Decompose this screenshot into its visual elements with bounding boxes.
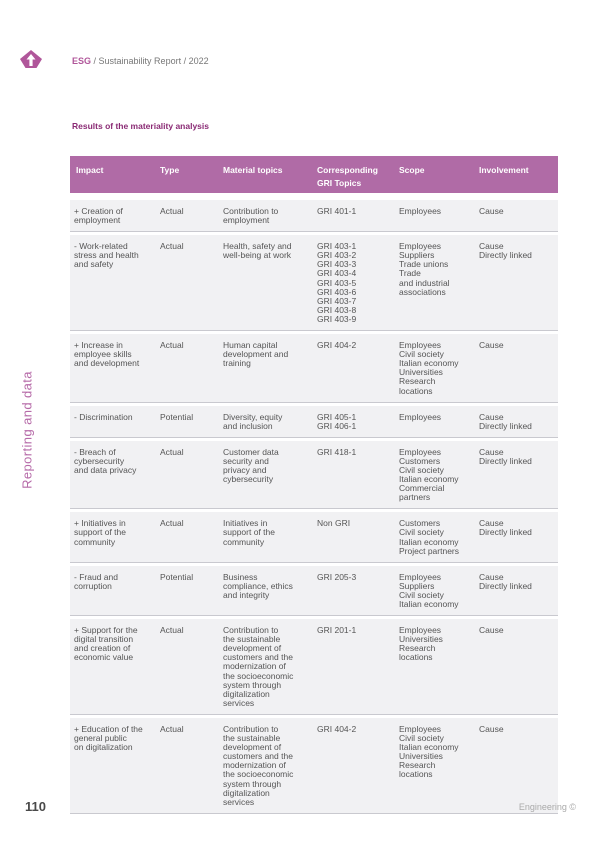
cell-impact [70, 341, 154, 396]
cell-line: GRI 201-1 [317, 625, 357, 636]
cell-involvement [473, 725, 558, 807]
cell-line: GRI 401-1 [317, 206, 357, 216]
cell-line: Civil society [399, 464, 444, 475]
cell-line: + Support for the [74, 625, 138, 636]
cell-line: cybersecurity [223, 474, 274, 485]
cell-line: Contribution to [223, 206, 279, 216]
cell-line: Italian economy [399, 599, 459, 609]
cell-line: customers and the [223, 751, 293, 762]
cell-type [154, 626, 217, 708]
cell-type [154, 519, 217, 555]
cell-line: Employees [399, 411, 442, 422]
cell-line: Civil society [399, 589, 444, 600]
cell-line: Directly linked [479, 580, 532, 591]
page-number: 110 [25, 799, 46, 814]
cell-scope [393, 242, 473, 324]
cell-line: Contribution to [223, 723, 279, 734]
cell-topics [217, 519, 311, 555]
cell-line: Contribution to [223, 625, 279, 636]
cell-line: Trade [399, 268, 421, 279]
column-header-scope: Scope [399, 165, 425, 175]
cell-impact [70, 626, 154, 708]
cell-topics [217, 242, 311, 324]
cell-line: employment [223, 215, 270, 226]
cell-line: Cause [479, 340, 504, 351]
cell-line: - Discrimination [74, 411, 133, 422]
cell-line: Commercial [399, 483, 445, 494]
cell-line: on digitalization [74, 742, 133, 753]
cell-line: Directly linked [479, 527, 532, 538]
cell-line: Cause [479, 206, 504, 216]
cell-line: Italian economy [399, 742, 459, 753]
cell-line: Civil society [399, 527, 444, 538]
cell-line: + Creation of [74, 206, 123, 216]
cell-line: + Education of the [74, 723, 143, 734]
cell-line: digital transition [74, 634, 134, 645]
cell-line: - Fraud and [74, 571, 118, 582]
cell-involvement [473, 448, 558, 503]
cell-line: + Initiatives in [74, 518, 126, 529]
cell-line: GRI 403-3 [317, 259, 357, 270]
cell-line: Human capital [223, 340, 278, 351]
table-row [70, 235, 558, 331]
cell-topics [217, 413, 311, 431]
cell-gri [311, 626, 393, 708]
cell-involvement [473, 242, 558, 324]
cell-line: Project partners [399, 545, 459, 556]
cell-line: Business [223, 571, 258, 582]
cell-line: Research [399, 376, 436, 387]
table-row [70, 718, 558, 814]
cell-line: Suppliers [399, 250, 435, 261]
cell-line: Non GRI [317, 518, 351, 529]
cell-line: GRI 403-2 [317, 250, 357, 261]
cell-line: Cause [479, 625, 504, 636]
cell-line: community [74, 536, 116, 547]
cell-line: locations [399, 769, 433, 780]
cell-line: Universities [399, 367, 443, 378]
cell-line: Cause [479, 241, 504, 252]
cell-involvement [473, 626, 558, 708]
header-tag: ESG [72, 56, 92, 66]
table-header [70, 156, 558, 193]
cell-line: the sustainable [223, 733, 281, 744]
cell-gri [311, 207, 393, 225]
cell-gri [311, 341, 393, 396]
cell-line: Italian economy [399, 474, 459, 485]
cell-line: employee skills [74, 349, 132, 360]
cell-line: Cause [479, 446, 504, 457]
cell-line: Suppliers [399, 580, 435, 591]
cell-line: Employees [399, 206, 442, 216]
side-section-label: Reporting and data [19, 371, 35, 489]
cell-impact [70, 242, 154, 324]
cell-involvement [473, 341, 558, 396]
cell-line: Customers [399, 455, 441, 466]
cell-line: Customers [399, 518, 441, 529]
cell-topics [217, 725, 311, 807]
cell-line: Health, safety and [223, 241, 292, 252]
cell-line: GRI 403-6 [317, 286, 357, 297]
cell-topics [217, 448, 311, 503]
cell-line: Employees [399, 571, 442, 582]
cell-line: associations [399, 286, 446, 297]
table-row [70, 406, 558, 438]
cell-line: and data privacy [74, 464, 137, 475]
cell-line: Employees [399, 625, 442, 636]
cell-line: compliance, ethics [223, 580, 293, 591]
cell-line: Civil society [399, 733, 444, 744]
cell-line: GRI 403-9 [317, 313, 357, 324]
table-row [70, 334, 558, 403]
cell-line: support of the [74, 527, 126, 538]
cell-line: system through [223, 679, 282, 690]
cell-line: services [223, 697, 255, 708]
cell-line: corruption [74, 580, 112, 591]
table-row [70, 200, 558, 232]
cell-line: Universities [399, 634, 443, 645]
cell-line: GRI 405-1 [317, 411, 357, 422]
cell-topics [217, 573, 311, 609]
cell-line: Potential [160, 411, 194, 422]
cell-line: the socioeconomic [223, 769, 294, 780]
cell-line: Cause [479, 723, 504, 734]
cell-scope [393, 341, 473, 396]
cell-scope [393, 573, 473, 609]
cell-line: Actual [160, 723, 184, 734]
cell-line: Actual [160, 340, 184, 351]
column-header-type: Type [160, 165, 180, 175]
cell-line: services [223, 796, 255, 807]
cell-line: Employees [399, 340, 442, 351]
cell-impact [70, 725, 154, 807]
cell-line: + Increase in [74, 340, 123, 351]
cell-line: Directly linked [479, 250, 532, 261]
cell-impact [70, 413, 154, 431]
cell-scope [393, 626, 473, 708]
cell-line: Cause [479, 518, 504, 529]
cell-topics [217, 341, 311, 396]
cell-line: Employees [399, 446, 442, 457]
cell-impact [70, 573, 154, 609]
cell-line: GRI 403-7 [317, 295, 357, 306]
cell-line: support of the [223, 527, 275, 538]
cell-line: training [223, 358, 251, 369]
cell-line: development of [223, 742, 282, 753]
cell-type [154, 725, 217, 807]
column-header-impact: Impact [76, 165, 104, 175]
cell-line: digitalization [223, 688, 270, 699]
cell-line: Diversity, equity [223, 411, 283, 422]
cell-line: Cause [479, 411, 504, 422]
cell-line: economic value [74, 652, 134, 663]
cell-line: modernization of [223, 661, 286, 672]
table-row [70, 566, 558, 616]
cell-line: the sustainable [223, 634, 281, 645]
cell-gri [311, 242, 393, 324]
cell-line: customers and the [223, 652, 293, 663]
cell-gri [311, 448, 393, 503]
cell-scope [393, 519, 473, 555]
cell-gri [311, 519, 393, 555]
column-header-involvement: Involvement [479, 165, 529, 175]
cell-line: Actual [160, 518, 184, 529]
cell-line: Actual [160, 206, 184, 216]
cell-impact [70, 519, 154, 555]
cell-line: locations [399, 385, 433, 396]
cell-impact [70, 207, 154, 225]
cell-line: GRI 403-5 [317, 277, 357, 288]
cell-line: and safety [74, 259, 114, 270]
cell-type [154, 573, 217, 609]
cell-involvement [473, 207, 558, 225]
cell-line: Trade unions [399, 259, 449, 270]
cell-line: Research [399, 760, 436, 771]
cell-line: Research [399, 643, 436, 654]
cell-line: locations [399, 652, 433, 663]
cell-line: GRI 406-1 [317, 420, 357, 431]
cell-line: - Breach of [74, 446, 116, 457]
cell-line: development and [223, 349, 289, 360]
cell-line: GRI 403-1 [317, 241, 357, 252]
cell-line: well-being at work [223, 250, 292, 261]
table-row [70, 619, 558, 715]
cell-line: and creation of [74, 643, 131, 654]
column-header-gri-topics: Corresponding GRI Topics [317, 165, 378, 188]
cell-line: Customer data [223, 446, 279, 457]
cell-involvement [473, 573, 558, 609]
cell-line: Initiatives in [223, 518, 268, 529]
cell-line: GRI 403-4 [317, 268, 357, 279]
column-header-material-topics: Material topics [223, 165, 283, 175]
cell-line: GRI 205-3 [317, 571, 357, 582]
cell-line: security and [223, 455, 269, 466]
cell-line: Directly linked [479, 455, 532, 466]
cell-line: GRI 404-2 [317, 340, 357, 351]
cell-line: and development [74, 358, 140, 369]
cell-line: GRI 403-8 [317, 304, 357, 315]
materiality-table [70, 156, 558, 814]
cell-type [154, 448, 217, 503]
cell-gri [311, 573, 393, 609]
cell-line: Cause [479, 571, 504, 582]
cell-type [154, 341, 217, 396]
cell-line: Potential [160, 571, 194, 582]
cell-line: and integrity [223, 589, 270, 600]
page-header [72, 56, 209, 66]
cell-line: privacy and [223, 464, 267, 475]
cell-topics [217, 207, 311, 225]
cell-line: and industrial [399, 277, 450, 288]
cell-line: Universities [399, 751, 443, 762]
cell-line: cybersecurity [74, 455, 125, 466]
table-row [70, 441, 558, 510]
cell-line: - Work-related [74, 241, 128, 252]
cell-line: and inclusion [223, 420, 273, 431]
cell-gri [311, 413, 393, 431]
cell-line: stress and health [74, 250, 139, 261]
cell-line: Actual [160, 446, 184, 457]
table-body [70, 200, 558, 814]
cell-line: the socioeconomic [223, 670, 294, 681]
cell-impact [70, 448, 154, 503]
cell-line: Employees [399, 723, 442, 734]
cell-type [154, 413, 217, 431]
cell-line: Civil society [399, 349, 444, 360]
cell-involvement [473, 413, 558, 431]
cell-scope [393, 725, 473, 807]
header-title: / Sustainability Report / 2022 [93, 56, 209, 66]
cell-scope [393, 413, 473, 431]
cell-type [154, 242, 217, 324]
cell-line: Actual [160, 625, 184, 636]
cell-line: digitalization [223, 787, 270, 798]
cell-type [154, 207, 217, 225]
brand-footer: Engineering © [518, 802, 576, 812]
cell-line: Directly linked [479, 420, 532, 431]
cell-line: community [223, 536, 265, 547]
cell-scope [393, 207, 473, 225]
cell-line: GRI 418-1 [317, 446, 357, 457]
section-title: Results of the materiality analysis [72, 121, 209, 131]
cell-line: system through [223, 778, 282, 789]
cell-topics [217, 626, 311, 708]
cell-line: development of [223, 643, 282, 654]
table-row [70, 512, 558, 562]
cell-line: partners [399, 492, 431, 503]
cell-line: modernization of [223, 760, 286, 771]
cell-involvement [473, 519, 558, 555]
cell-line: Italian economy [399, 358, 459, 369]
company-logo-icon [19, 49, 43, 69]
cell-line: general public [74, 733, 127, 744]
cell-line: Employees [399, 241, 442, 252]
cell-line: Actual [160, 241, 184, 252]
cell-line: employment [74, 215, 121, 226]
cell-line: Italian economy [399, 536, 459, 547]
cell-line: GRI 404-2 [317, 723, 357, 734]
cell-gri [311, 725, 393, 807]
cell-scope [393, 448, 473, 503]
